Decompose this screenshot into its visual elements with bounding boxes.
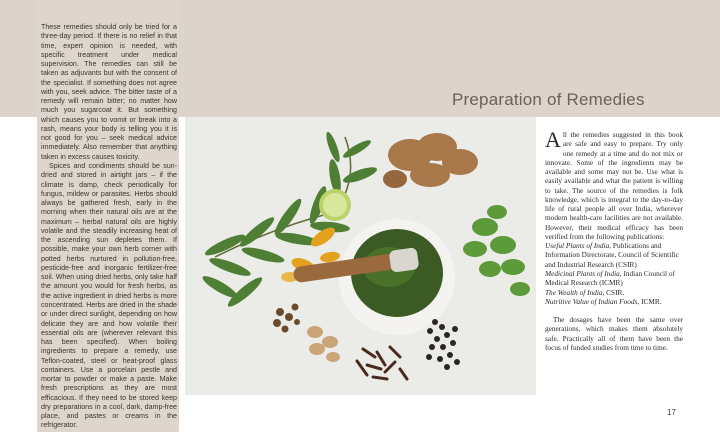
herbs-photo bbox=[185, 117, 536, 395]
left-paragraph-1: These remedies should only be tried for a three-day period. If there is no relief in that time, expert opinion is needed, with specific treatment under medical supervision. The remedies can still be taken as adjuvants but with the consent of the specialist. If something does not agree with you, seek advice. The bitter taste of a remedy will remain bitter; no matter how much you sugarcoat it. But something which causes you to vomit or break into a rash, means your body is telling you it is not good for you – seek medical advice immediately. Also remember that anything taken in excess causes toxicity. bbox=[41, 23, 177, 161]
reference-item bbox=[545, 288, 683, 297]
reference-detail: , ICMR. bbox=[637, 296, 662, 306]
reference-detail: , Publications and Information Directorate, Council of Scientific and Industrial Research (CSIR) bbox=[545, 241, 679, 269]
reference-title: Useful Plants of India bbox=[545, 241, 610, 251]
intro-text: ll the remedies suggested in this book are safe and easy to prepare. Try only one remedy at a time and do not mix or innovate. Some of the ingredients may be available and some may not be. Use what is easily available and what the patient is willing to take. The source of the remedies is folk knowledge, which is integral to the day-to-day life of rural people all over India, wherever modern health-care facilities are not available. However, their medical efficacy has been verified from the following publications: bbox=[545, 130, 683, 241]
page-number: 17 bbox=[667, 408, 676, 417]
lime-slice bbox=[319, 189, 351, 221]
reference-list bbox=[545, 241, 683, 306]
mortar-bowl bbox=[339, 219, 455, 335]
reference-item bbox=[545, 241, 683, 269]
reference-item bbox=[545, 297, 683, 306]
reference-title: Medicinal Plants of India bbox=[545, 268, 620, 278]
drop-cap: A bbox=[545, 127, 561, 152]
closing-paragraph: The dosages have been the same over generations, which makes them absolutely safe. Practically all of them have been the focus of funded studies from time to time. bbox=[545, 315, 683, 352]
intro-paragraph bbox=[545, 127, 683, 241]
left-paragraph-2: Spices and condiments should be sun-dried and stored in airtight jars – if the climate is damp, check periodically for fungus, mildew or parasites. Herbs should always be gathered fresh, early in the morning when their natural oils are at the maximum – herbal natural oils are highly volatile and the steadily increasing heat of the ascending sun depletes them. If possible, make your own herb corner with potted herbs nurtured in pollution-free, pesticide-free and inorganic fertilizer-free soil. When using dried herbs, only take half the amount you would for fresh herbs, as the active ingredient in dried herbs is more concentrated. Herbs are dried in the shade or under direct sunlight, depending on how delicate they are and how volatile their essential oils are (wherever relevant this has been specified). When boiling ingredients to prepare a remedy, use Teflon-coated, steel or heat-proof glass containers. Use a porcelain pestle and mortar to powder or make a paste. Make fresh prescriptions as they are most efficacious. If they need to be stored keep dry preparations in a cool, dark, damp-free place, and pastes or creams in the refrigerator. bbox=[41, 161, 177, 430]
reference-item bbox=[545, 269, 683, 288]
reference-title: Nutritive Value of Indian Foods bbox=[545, 296, 638, 306]
reference-detail: , CSIR. bbox=[602, 287, 625, 297]
right-column-text bbox=[545, 127, 683, 352]
left-column-text bbox=[41, 23, 177, 431]
page-title: Preparation of Remedies bbox=[452, 90, 645, 109]
reference-detail: , Indian Council of Medical Research (ICMR) bbox=[545, 268, 675, 288]
reference-title: The Wealth of India bbox=[545, 287, 603, 297]
